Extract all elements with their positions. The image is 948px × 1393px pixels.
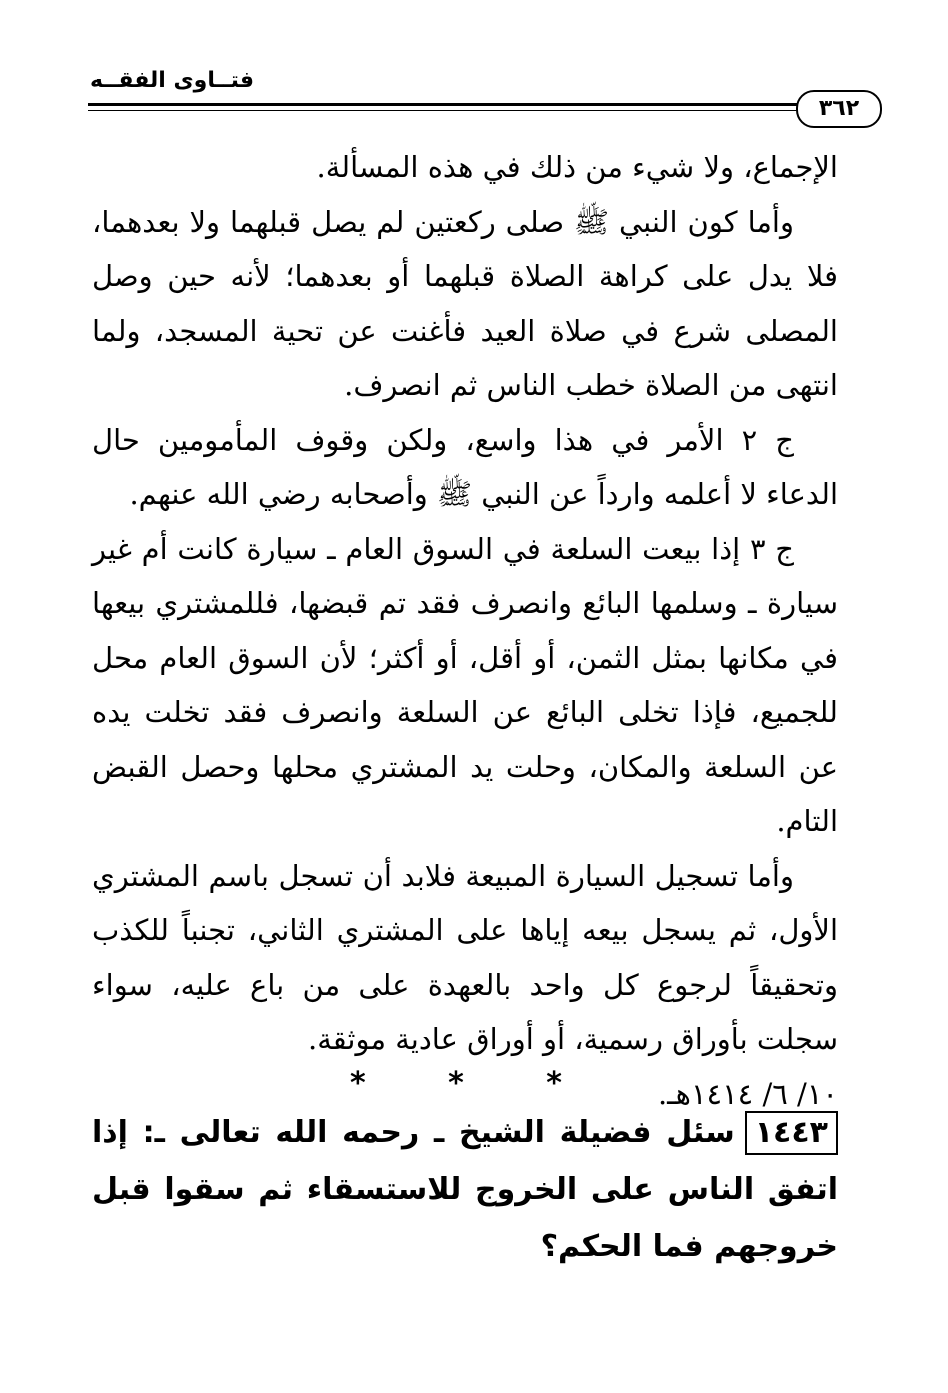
paragraph-1: الإجماع، ولا شيء من ذلك في هذه المسألة. [316,150,838,184]
question-text: سئل فضيلة الشيخ ـ رحمه الله تعالى ـ: إذا اتفق الناس على الخروج للاستسقاء ثم سقوا قبل خروجهم فما الحكم؟ [92,1115,838,1264]
paragraph-2: وأما كون النبي ﷺ صلى ركعتين لم يصل قبلهما ولا بعدهما، فلا يدل على كراهة الصلاة قبلهما أو بعدهما؛ لأنه حين وصل المصلى شرع في صلاة العيد فأغنت عن تحية المسجد، ولما انتهى من الصلاة خطب الناس ثم انصرف. [92,204,838,402]
paragraph-4: ج ٣ إذا بيعت السلعة في السوق العام ـ سيارة كانت أم غير سيارة ـ وسلمها البائع وانصرف فقد تم قبضها، فللمشتري بيعها في مكانها بمثل الثمن، أو أقل، أو أكثر؛ لأن السوق العام محل للجميع، فإذا تخلى البائع عن السلعة وانصرف فقد تخلت يده عن السلعة والمكان، وحلت يد المشتري محلها وحصل القبض التام. [92,531,838,838]
header-rule-thin [88,110,810,111]
question-number: ١٤٤٣ [745,1111,838,1155]
section-separator: * * * [350,1066,598,1101]
book-title: فتــاوى الفقــه [90,68,255,93]
paragraph-3: ج ٢ الأمر في هذا واسع، ولكن وقوف المأمومين حال الدعاء لا أعلمه وارداً عن النبي ﷺ وأصحابه رضي الله عنهم. [92,422,838,511]
body-text [92,140,838,1121]
paragraph-5: وأما تسجيل السيارة المبيعة فلابد أن تسجل باسم المشتري الأول، ثم يسجل بيعه إياها على المشتري الثاني، تجنباً للكذب وتحقيقاً لرجوع كل واحد بالعهدة على من باع عليه، سواء سجلت بأوراق رسمية، أو أوراق عادية موثقة. [92,858,838,1056]
fatwa-date: ١٠/ ٦/ ١٤١٤هـ. [657,1076,838,1111]
page-number: ٣٦٢ [796,90,882,128]
question-block [92,1104,838,1275]
header-rule-thick [88,103,810,106]
